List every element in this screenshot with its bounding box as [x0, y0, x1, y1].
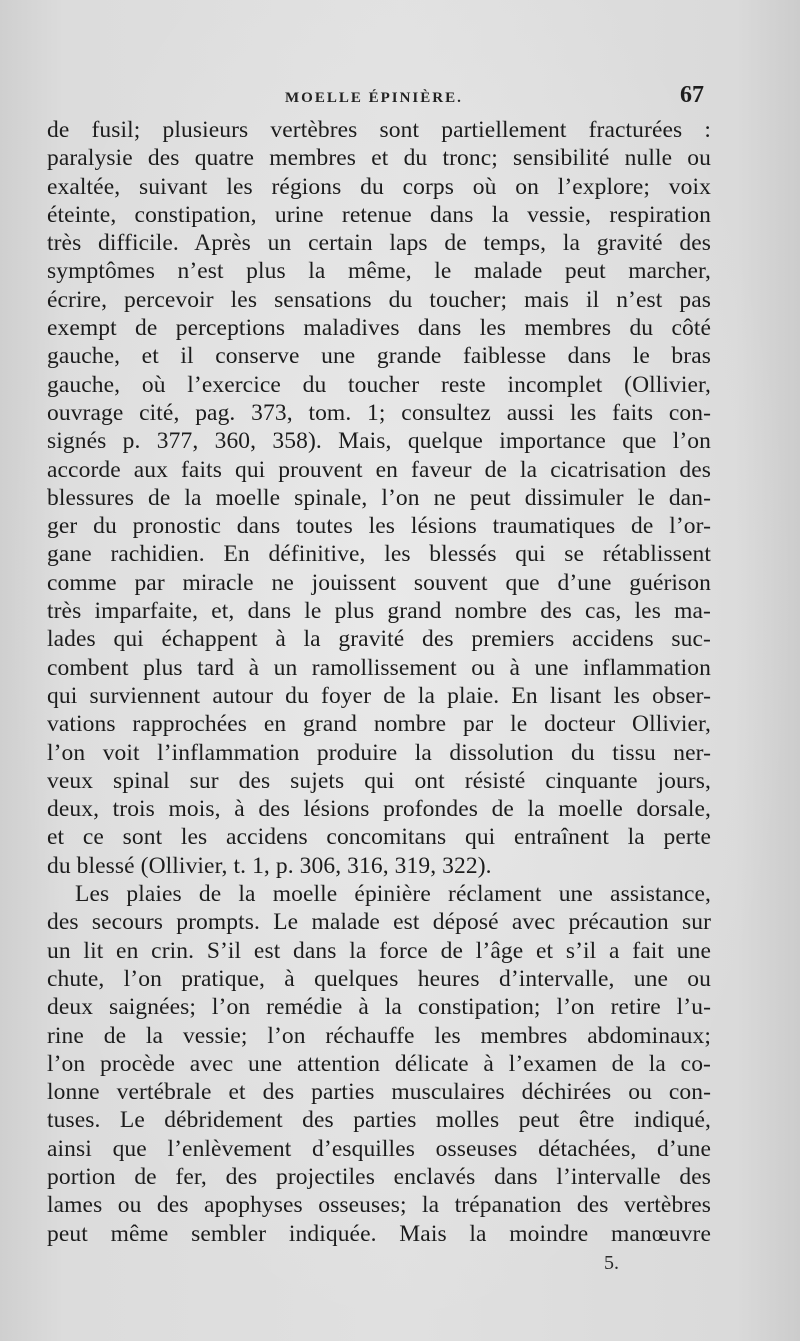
text-line: vations rapprochées en grand nombre par le docteur Ollivier, — [47, 711, 711, 738]
text-line: ainsi que l’enlèvement d’esquilles osseuses détachées, d’une — [47, 1135, 711, 1162]
text-line: symptômes n’est plus la même, le malade peut marcher, — [47, 258, 711, 285]
text-line: gane rachidien. En définitive, les blessés qui se rétablissent — [47, 541, 711, 568]
text-line: portion de fer, des projectiles enclavés dans l’intervalle des — [47, 1163, 711, 1190]
text-line: exempt de perceptions maladives dans les membres du côté — [47, 315, 711, 342]
body-text — [47, 116, 711, 1248]
text-line: de fusil; plusieurs vertèbres sont partiellement fracturées : — [47, 117, 711, 143]
text-line: lames ou des apophyses osseuses; la trépanation des vertèbres — [47, 1192, 711, 1219]
text-line: des secours prompts. Le malade est déposé avec précaution sur — [47, 909, 711, 936]
text-line: gauche, et il conserve une grande faiblesse dans le bras — [47, 343, 711, 370]
text-line: accorde aux faits qui prouvent en faveur de la cicatrisation des — [47, 456, 711, 483]
page-number: 67 — [680, 82, 704, 108]
text-line: Les plaies de la moelle épinière réclament une assistance, — [75, 881, 711, 908]
text-line: lades qui échappent à la gravité des premiers accidens suc- — [47, 626, 711, 653]
text-line: très imparfaite, et, dans le plus grand nombre des cas, les ma- — [47, 598, 711, 625]
text-line: chute, l’on pratique, à quelques heures d’intervalle, une ou — [47, 965, 711, 992]
signature-mark: 5. — [604, 1252, 619, 1274]
text-line: éteinte, constipation, urine retenue dans la vessie, respiration — [47, 201, 711, 228]
text-line: et ce sont les accidens concomitans qui entraînent la perte — [47, 824, 711, 851]
text-line: ger du pronostic dans toutes les lésions traumatiques de l’or- — [47, 513, 711, 540]
text-line: du blessé (Ollivier, t. 1, p. 306, 316, 319, 322). — [47, 852, 492, 879]
text-line: un lit en crin. S’il est dans la force de l’âge et s’il a fait une — [47, 937, 711, 964]
text-line: écrire, percevoir les sensations du toucher; mais il n’est pas — [47, 286, 711, 313]
text-line: l’on procède avec une attention délicate à l’examen de la co- — [47, 1050, 711, 1077]
text-line: blessures de la moelle spinale, l’on ne peut dissimuler le dan- — [47, 484, 711, 511]
text-line: deux, trois mois, à des lésions profondes de la moelle dorsale, — [47, 796, 711, 823]
text-line: rine de la vessie; l’on réchauffe les membres abdominaux; — [47, 1022, 711, 1049]
text-line: paralysie des quatre membres et du tronc; sensibilité nulle ou — [47, 145, 711, 172]
text-line: très difficile. Après un certain laps de temps, la gravité des — [47, 230, 711, 257]
text-line: tuses. Le débridement des parties molles peut être indiqué, — [47, 1107, 711, 1134]
running-title: MOELLE ÉPINIÈRE. — [285, 90, 463, 106]
text-line: gauche, où l’exercice du toucher reste incomplet (Ollivier, — [47, 371, 711, 398]
text-line: veux spinal sur des sujets qui ont résisté cinquante jours, — [47, 767, 711, 794]
text-line: exaltée, suivant les régions du corps où on l’explore; voix — [47, 173, 711, 200]
text-line: lonne vertébrale et des parties musculaires déchirées ou con- — [47, 1079, 711, 1106]
text-line: deux saignées; l’on remédie à la constipation; l’on retire l’u- — [47, 994, 711, 1021]
text-line: qui surviennent autour du foyer de la plaie. En lisant les obser- — [47, 682, 711, 709]
text-line: peut même sembler indiquée. Mais la moindre manœuvre — [47, 1220, 711, 1247]
text-line: signés p. 377, 360, 358). Mais, quelque importance que l’on — [47, 428, 711, 455]
text-line: ouvrage cité, pag. 373, tom. 1; consultez aussi les faits con- — [47, 399, 711, 426]
text-line: comme par miracle ne jouissent souvent que d’une guérison — [47, 569, 711, 596]
text-line: l’on voit l’inflammation produire la dissolution du tissu ner- — [47, 739, 711, 766]
text-line: combent plus tard à un ramollissement ou à une inflammation — [47, 654, 711, 681]
